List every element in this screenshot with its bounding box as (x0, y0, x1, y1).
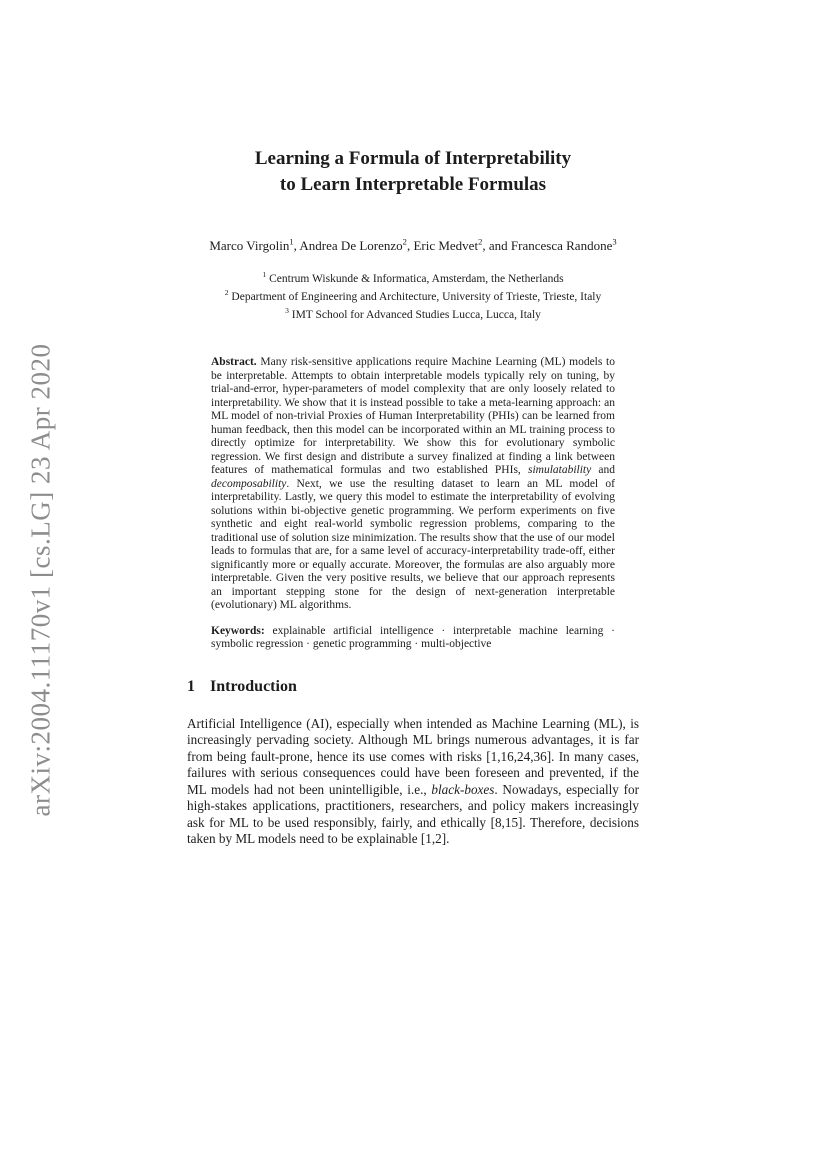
author (413, 238, 510, 253)
affiliation-number: 2 (224, 288, 229, 298)
author-separator: , (406, 238, 414, 253)
author (299, 238, 413, 253)
abstract-text: Many risk-sensitive applications require Machine Learning (ML) models to be interpretable. Attempts to obtain interpretable models typically rely on tuning, by trial-and-error, hyper-parameters of model complexity that are only loosely related to interpretability. We show that it is instead possible to take a meta-learning approach: an ML model of non-trivial Proxies of Human Interpretability (PHIs) can be learned from human feedback, then this model can be incorporated within an ML training process to directly optimize for interpretability. We show this for evolutionary symbolic regression. We first design and distribute a survey finalized at finding a link between features of mathematical formulas and two established PHIs, simulatability and decomposability. Next, we use the resulting dataset to learn an ML model of interpretability. Lastly, we query this model to estimate the interpretability of evolving solutions within bi-objective genetic programming. We perform experiments on five synthetic and eight real-world symbolic regression problems, comparing to the traditional use of solution size minimization. The results show that the use of our model leads to formulas that are, for a same level of accuracy-interpretability trade-off, either significantly more or equally accurate. Moreover, the formulas are also arguably more interpretable. Given the very positive results, we believe that our approach represents an important stepping stone for the design of next-generation interpretable (evolutionary) ML algorithms. (211, 356, 615, 611)
keywords-label: Keywords: (211, 624, 265, 637)
section-heading (187, 678, 639, 696)
affiliation (187, 270, 639, 288)
author-separator: , and (482, 238, 511, 253)
affiliation-text: IMT School for Advanced Studies Lucca, Lucca, Italy (288, 309, 541, 321)
abstract-label: Abstract. (211, 356, 257, 368)
section-title: Introduction (210, 677, 297, 695)
author (511, 238, 617, 253)
title-line-1: Learning a Formula of Interpretability (254, 148, 572, 169)
paper-title (187, 146, 639, 198)
affiliation-text: Department of Engineering and Architecture, University of Trieste, Trieste, Italy (228, 291, 602, 303)
intro-paragraph: Artificial Intelligence (AI), especially when intended as Machine Learning (ML), is increasingly pervading society. Although ML brings numerous advantages, it is far from being fault-prone, hence its use comes with risks [1,16,24,36]. In many cases, failures with serious consequences could have been foreseen and prevented, if the ML models had not been unintelligible, i.e., black-boxes. Nowadays, especially for high-stakes applications, practitioners, researchers, and policy makers increasingly ask for ML to be used responsibly, fairly, and ethically [8,15]. Therefore, decisions taken by ML models need to be explainable [1,2]. (187, 715, 639, 846)
keywords-paragraph (211, 625, 615, 652)
affiliation-number: 3 (285, 306, 289, 316)
author-affil-ref: 2 (402, 236, 407, 247)
author-line (187, 238, 639, 254)
author-name: Marco Virgolin (209, 238, 290, 253)
author-separator: , (293, 238, 300, 253)
affiliation-number: 1 (262, 270, 267, 280)
title-line-2: to Learn Interpretable Formulas (279, 174, 547, 195)
arxiv-watermark: arXiv:2004.11170v1 [cs.LG] 23 Apr 2020 (25, 343, 56, 817)
author (209, 238, 299, 253)
abstract-paragraph (211, 356, 615, 613)
author-affil-ref: 1 (289, 236, 294, 247)
author-name: Eric Medvet (413, 238, 479, 253)
author-name: Andrea De Lorenzo (299, 238, 403, 253)
author-affil-ref: 3 (612, 236, 617, 247)
author-affil-ref: 2 (478, 236, 483, 247)
affiliations (187, 270, 639, 324)
keywords-text: explainable artificial intelligence · interpretable machine learning · symbolic regression · genetic programming · multi-objective (211, 624, 615, 650)
affiliation (187, 306, 639, 324)
paper-content (187, 0, 639, 848)
affiliation (187, 288, 639, 306)
abstract-block (211, 356, 615, 652)
affiliation-text: Centrum Wiskunde & Informatica, Amsterdam, the Netherlands (266, 273, 564, 285)
author-name: Francesca Randone (510, 238, 613, 253)
section-number: 1 (187, 677, 195, 695)
